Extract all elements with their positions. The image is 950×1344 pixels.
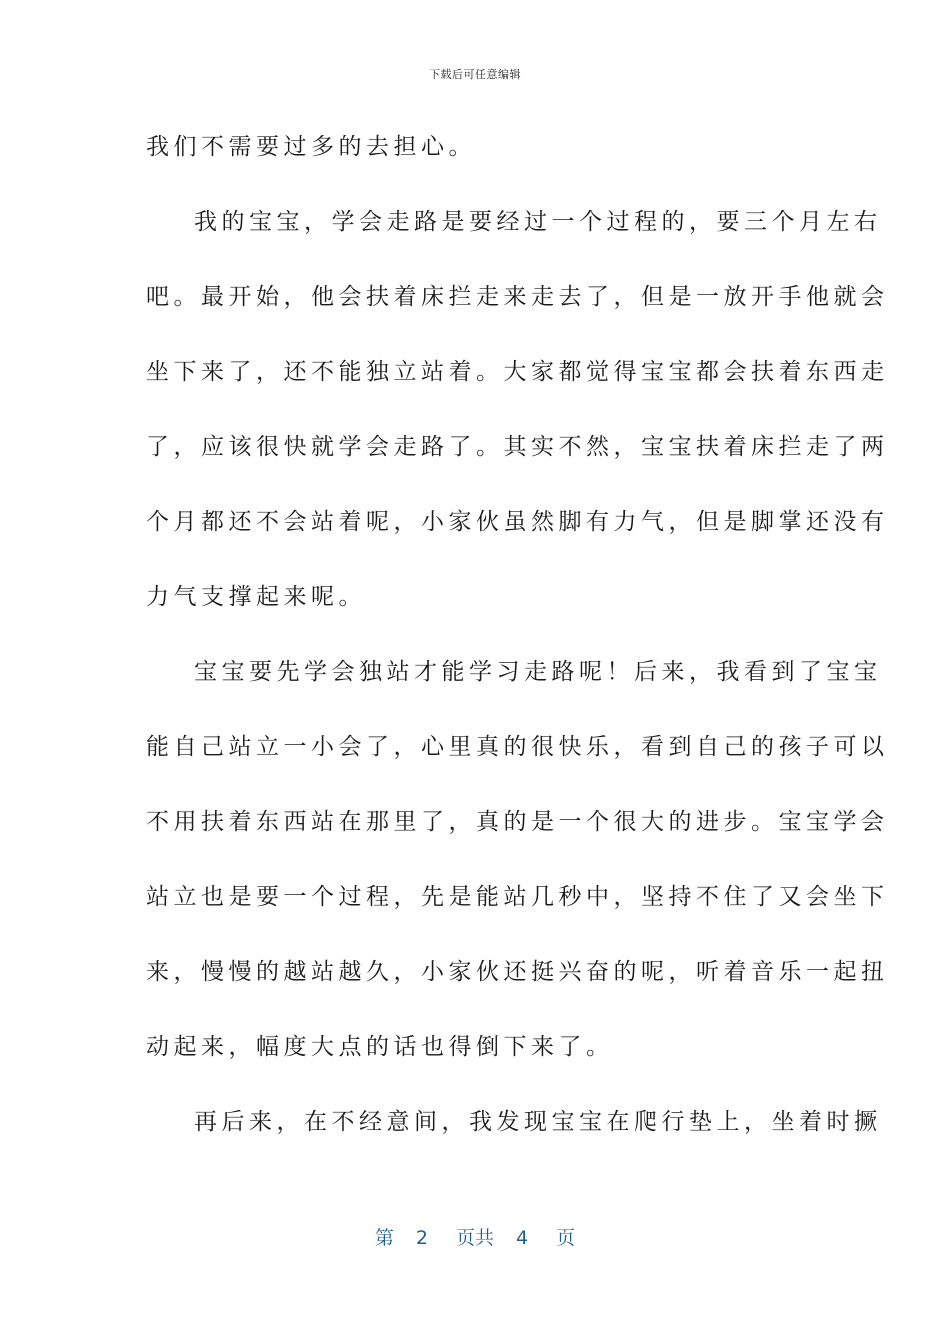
footer-prefix: 第 xyxy=(374,1227,394,1249)
text-line-11: 站立也是要一个过程，先是能站几秒中，坚持不住了又会坐下 xyxy=(146,884,889,910)
text-line-5: 了，应该很快就学会走路了。其实不然，宝宝扶着床拦走了两 xyxy=(146,434,889,460)
document-body xyxy=(146,120,889,1170)
text-line-10: 不用扶着东西站在那里了，真的是一个很大的进步。宝宝学会 xyxy=(146,809,889,835)
text-line-8: 宝宝要先学会独站才能学习走路呢！后来，我看到了宝宝 xyxy=(194,659,882,685)
text-line-7: 力气支撑起来呢。 xyxy=(146,584,366,610)
footer-suffix: 页 xyxy=(556,1227,576,1249)
text-line-3: 吧。最开始，他会扶着床拦走来走去了，但是一放开手他就会 xyxy=(146,284,889,310)
footer-middle: 页共 xyxy=(455,1227,494,1249)
text-line-9: 能自己站立一小会了，心里真的很快乐，看到自己的孩子可以 xyxy=(146,734,889,760)
text-line-12: 来，慢慢的越站越久，小家伙还挺兴奋的呢，听着音乐一起扭 xyxy=(146,959,889,985)
text-line-13: 动起来，幅度大点的话也得倒下来了。 xyxy=(146,1034,614,1060)
text-line-4: 坐下来了，还不能独立站着。大家都觉得宝宝都会扶着东西走 xyxy=(146,359,889,385)
footer-total-pages: 4 xyxy=(516,1227,529,1249)
text-line-14: 再后来，在不经意间，我发现宝宝在爬行垫上，坐着时撅 xyxy=(194,1109,882,1135)
footer-current-page: 2 xyxy=(415,1227,428,1249)
page-footer xyxy=(0,1224,950,1252)
text-line-6: 个月都还不会站着呢，小家伙虽然脚有力气，但是脚掌还没有 xyxy=(146,509,889,535)
page-header: 下载后可任意编辑 xyxy=(429,68,521,81)
text-line-1: 我们不需要过多的去担心。 xyxy=(146,134,476,160)
text-line-2: 我的宝宝，学会走路是要经过一个过程的，要三个月左右 xyxy=(194,209,882,235)
